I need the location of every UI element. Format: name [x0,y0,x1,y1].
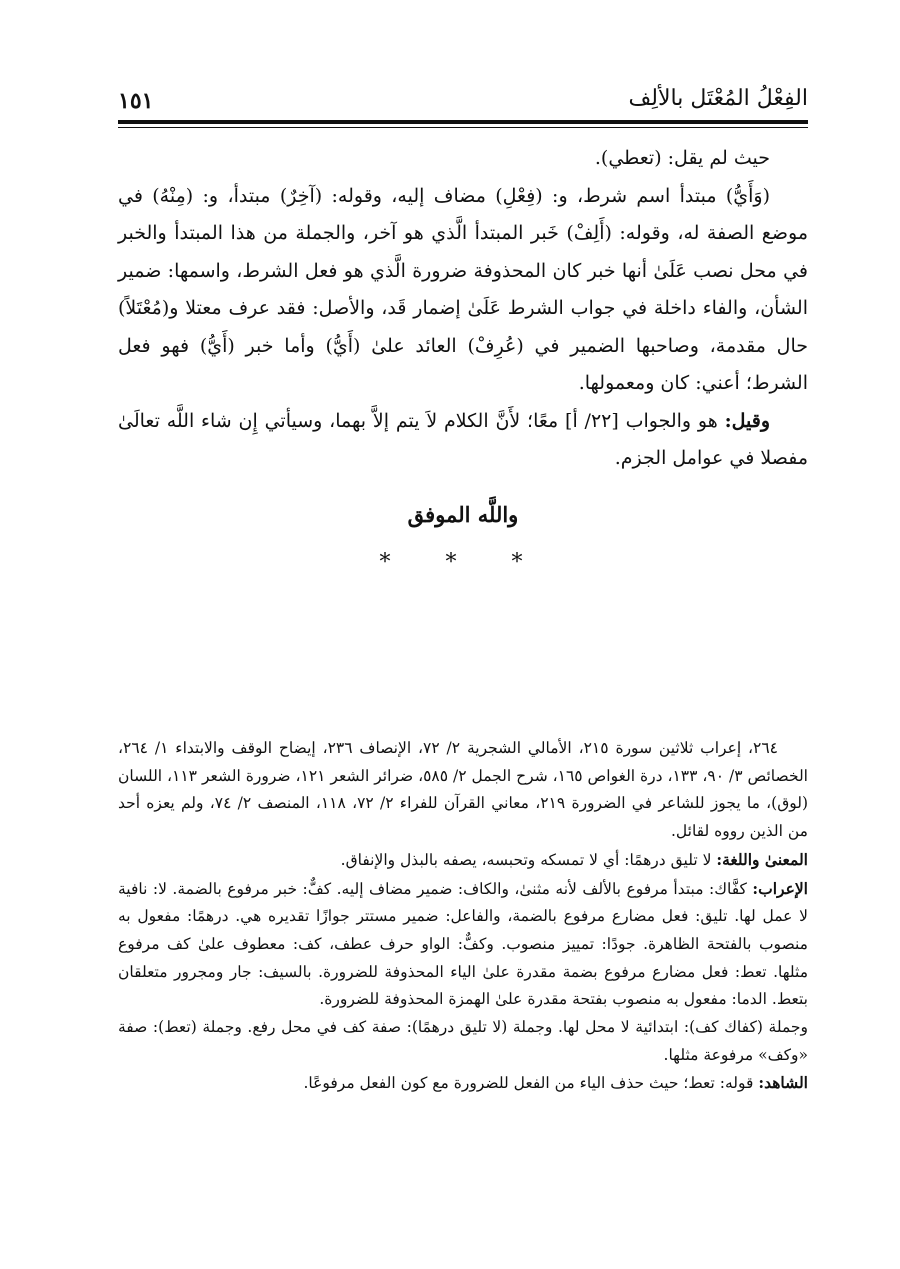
paragraph-2: (وَأَيُّ) مبتدأ اسم شرط، و: (فِعْلِ) مضاف إليه، وقوله: (آخِرٌ) مبتدأ، و: (مِنْهُ) في موضع الصفة له، وقوله: (أَلِفْ) خَبر المبتدأ الَّذي هو آخر، والجملة من هذا المبتدأ والخبر في محل نصب عَلَىٰ أنها خبر كان المحذوفة ضرورة الَّذي هو فعل الشرط، واسمها: ضمير الشأن، والفاء داخلة في جواب الشرط عَلَىٰ إضمار قَد، والأصل: فقد عرف معتلا و(مُعْتَلاً) حال مقدمة، وصاحبها الضمير في (عُرِفْ) العائد علىٰ (أَيُّ) وأما خبر (أَيُّ) فهو فعل الشرط؛ أعني: كان ومعمولها. [118,184,808,394]
irab-label: الإعراب: [752,878,808,898]
page-header [118,82,808,118]
page-number: ١٥١ [118,88,154,114]
paragraph-1: حيث لم يقل: (تعطي). [594,147,770,169]
closing-phrase: واللَّه الموفق [407,502,519,527]
footnote-shahid [118,1069,808,1098]
meaning-text: لا تليق درهمًا: أي لا تمسكه وتحبسه، يصفه بالبذل والإنفاق. [340,850,712,869]
footnotes [118,735,808,1098]
section-divider-stars: * * * [379,550,547,575]
paragraph-3-text: هو والجواب [٢٢/ أ] معًا؛ لأَنَّ الكلام لاَ يتم إلاَّ بهما، وسيأتي إِن شاء اللَّه تعالَىٰ مفصلا في عوامل الجزم. [118,409,808,469]
header-rule-thick [118,120,808,124]
paragraph-3-label: وقيل: [724,409,770,432]
shahid-label: الشاهد: [758,1073,808,1093]
running-title: الفِعْلُ المُعْتَل بالألِف [628,86,808,111]
paragraph-3 [118,403,808,478]
meaning-label: المعنىٰ واللغة: [716,849,808,869]
shahid-text: قوله: تعط؛ حيث حذف الياء من الفعل للضرورة مع كون الفعل مرفوعًا. [303,1074,754,1093]
main-text [118,140,808,478]
footnote-sentences: وجملة (كفاك كف): ابتدائية لا محل لها. وجملة (لا تليق درهمًا): صفة كف في محل رفع. وجملة (تعط): صفة «وكف» مرفوعة مثلها. [118,1018,808,1064]
header-rule-thin [118,127,808,128]
irab-text: كفَّاك: مبتدأ مرفوع بالألف لأنه مثنىٰ، والكاف: ضمير مضاف إليه. كفٌّ: خبر مرفوع بالضمة. لا: نافية لا عمل لها. تليق: فعل مضارع مرفوع بالضمة، والفاعل: ضمير مستتر جوازًا تقديره هي. درهمًا: مفعول به منصوب بالفتحة الظاهرة. جودًا: تمييز منصوب. وكفٌّ: الواو حرف عطف، كف: معطوف علىٰ كف مرفوع مثلها. تعط: فعل مضارع مرفوع بضمة مقدرة علىٰ الياء المحذوفة للضرورة. بالسيف: جار ومجرور متعلقان بتعط. الدما: مفعول به منصوب بفتحة مقدرة علىٰ الهمزة المحذوفة للضرورة. [118,879,808,1009]
footnote-meaning [118,846,808,875]
footnote-irab [118,875,808,1015]
footnote-references: ٢٦٤، إعراب ثلاثين سورة ٢١٥، الأمالي الشجرية ٢/ ٧٢، الإنصاف ٢٣٦، إيضاح الوقف والابتداء ١/ ٢٦٤، الخصائص ٣/ ٩٠، ١٣٣، درة الغواص ١٦٥، شرح الجمل ٢/ ٥٨٥، ضرائر الشعر ١٢١، ضرورة الشعر ١١٣، اللسان (لوق)، ما يجوز للشاعر في الضرورة ٢١٩، معاني القرآن للفراء ٢/ ٧٢، ١١٨، المنصف ٢/ ٧٤، ولم يعزه أحد من الذين رووه لقائل. [118,739,808,841]
